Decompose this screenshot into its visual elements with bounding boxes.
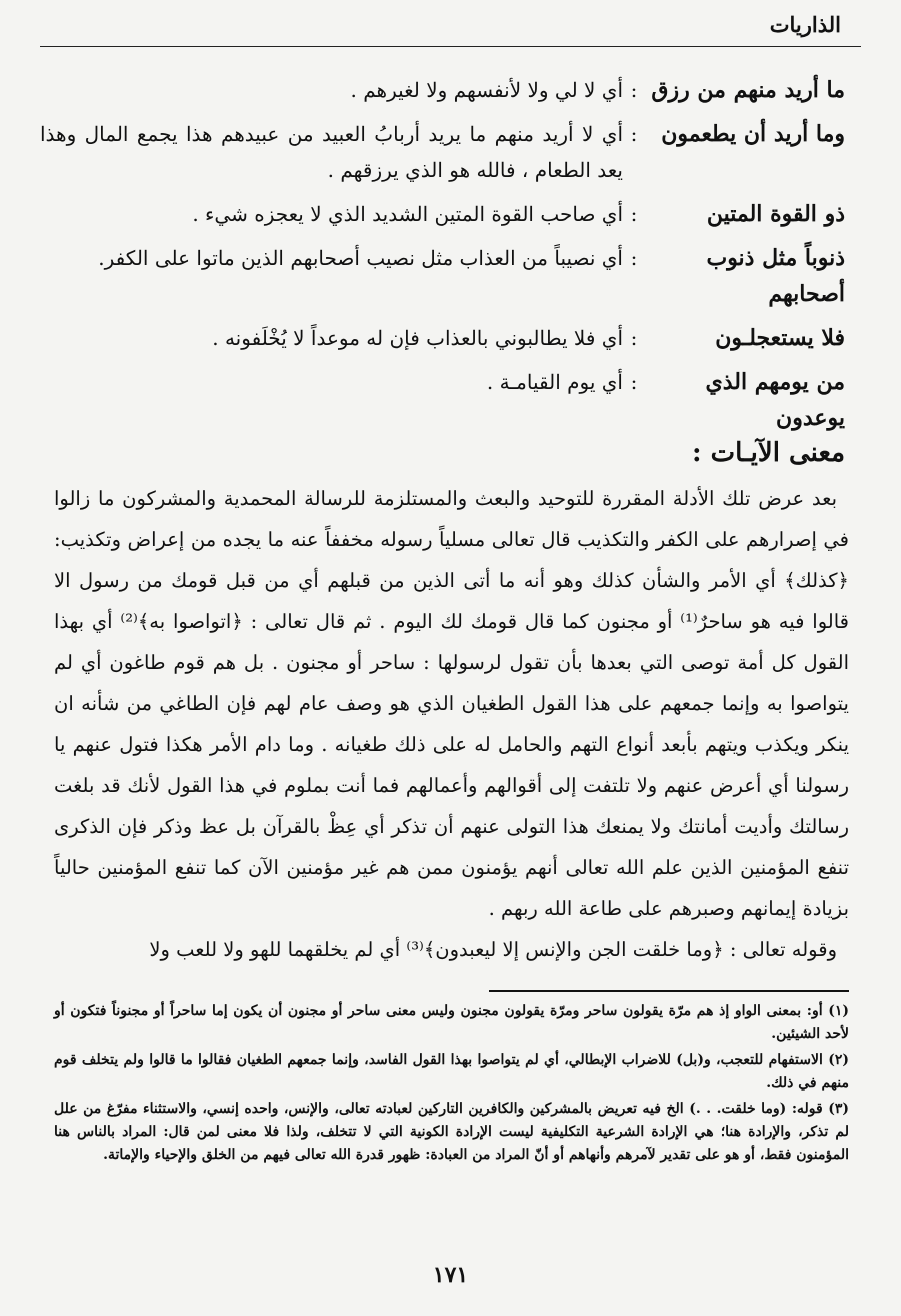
section-title: معنى الآيـات : (692, 438, 845, 468)
body-paragraph: وقوله تعالى : ﴿وما خلقت الجن والإنس إلا ليعبدون﴾⁽³⁾ أي لم يخلقهما للهو ولا للعب ولا (149, 938, 837, 961)
glossary-row: ذو القوة المتين : أي صاحب القوة المتين الشديد الذي لا يعجزه شيء . (40, 196, 845, 232)
glossary-definition: أي نصيباً من العذاب مثل نصيب أصحابهم الذين ماتوا على الكفر. (98, 246, 623, 270)
body-text (54, 478, 849, 970)
footnote-rule (489, 990, 849, 992)
glossary-row: من يومهم الذي يوعدون : أي يوم القيامـة . (40, 364, 845, 436)
glossary-definition: أي فلا يطالبوني بالعذاب فإن له موعداً لا يُخْلَفونه . (212, 326, 623, 350)
glossary-definition: أي لا أريد منهم ما يريد أربابُ العبيد من عبيدهم هذا يجمع المال وهذا يعد الطعام ، فالله هو الذي يرزقهم . (40, 122, 623, 182)
glossary-row: ما أريد منهم من رزق : أي لا لي ولا لأنفسهم ولا لغيرهم . (40, 72, 845, 108)
footnote: (٣) قوله: (وما خلقت. . .) الخ فيه تعريض بالمشركين والكافرين التاركين لعبادته تعالى، والإنس، واحده إنسي، والاستثناء مفرّغ من علل لم تذكر، والإرادة هنا؛ هي الإرادة الشرعية التكليفية ليست الإرادة الكونية التي لا تتخلف، ولذا فلا معنى لمن قال: المراد بالناس هنا المؤمنون فقط، أو هو على تقدير لآمرهم وأنهاهم أو أنّ المراد من العبادة: ظهور قدرة الله تعالى فيهم من الخلق والإحياء والإماتة. (54, 1101, 849, 1163)
glossary-definition: أي يوم القيامـة . (486, 370, 623, 394)
body-paragraph: بعد عرض تلك الأدلة المقررة للتوحيد والبعث والمستلزمة للرسالة المحمدية والمشركون ما زالوا في إصرارهم على الكفر والتكذيب قال تعالى مسلياً رسوله مخففاً عنه ما يجده من إعراض وتكذيب: ﴿كذلك﴾ أي الأمر والشأن كذلك وهو أنه ما أتى الذين من قبلهم أي من قبل قومك من رسول الا قالوا فيه هو ساحرٌ⁽¹⁾ أو مجنون كما قال قومك لك اليوم . ثم قال تعالى : ﴿اتواصوا به﴾⁽²⁾ أي بهذا القول كل أمة توصى التي بعدها بأن تقول لرسولها : ساحر أو مجنون . بل هم قوم طاغون أي لم يتواصوا به وإنما جمعهم على هذا القول الطغيان الذي هو وصف عام لهم فإن الطاغي من شأنه ان ينكر ويكذب ويتهم بأبعد أنواع التهم والحامل له على ذلك طغيانه . وما دام الأمر هكذا فتول عنهم يا رسولنا أي أعرض عنهم ولا تلتفت إلى أقوالهم وأعمالهم فما أنت بملوم في هذا القول لأنك قد بلغت رسالتك وأديت أمانتك ولا يمنعك هذا التولى عنهم أن تذكر أي عِظْ بالقرآن بل عظ وذكر فإن الذكرى تنفع المؤمنين الذين علم الله تعالى أنهم يؤمنون ممن هم غير مؤمنين الآن كما تنفع المؤمنين حالياً بزيادة إيمانهم وصبرهم على طاعة الله ربهم . (54, 487, 849, 920)
glossary-term: ذنوباً مثل ذنوب أصحابهم (706, 245, 845, 307)
footnote: (١) أو: بمعنى الواو إذ هم مرّة يقولون ساحر ومرّة يقولون مجنون وليس معنى ساحر أو مجنون أن يكون إما ساحراً أو مجنوناً فتكون أو لأحد الشيئين. (54, 1003, 849, 1042)
glossary-term: وما أريد أن يطعمون (661, 121, 845, 147)
glossary (40, 72, 845, 444)
glossary-term: من يومهم الذي يوعدون (705, 369, 845, 431)
glossary-term: فلا يستعجلـون (715, 325, 845, 351)
footnotes (54, 1000, 849, 1170)
footnote: (٢) الاستفهام للتعجب، و(بل) للاضراب الإبطالي، أي لم يتواصوا بهذا القول الفاسد، وإنما جمعهم الطغيان فقالوا ما قالوا ولم يتخلف قوم منهم في ذلك. (54, 1052, 849, 1091)
glossary-definition: أي صاحب القوة المتين الشديد الذي لا يعجزه شيء . (192, 202, 623, 226)
page-number: ١٧١ (432, 1262, 469, 1288)
glossary-definition: أي لا لي ولا لأنفسهم ولا لغيرهم . (350, 78, 623, 102)
glossary-row: ذنوباً مثل ذنوب أصحابهم : أي نصيباً من العذاب مثل نصيب أصحابهم الذين ماتوا على الكفر. (40, 240, 845, 312)
running-header: الذاريات (769, 12, 841, 37)
header-rule (40, 46, 861, 47)
glossary-term: ذو القوة المتين (706, 201, 845, 227)
glossary-term: ما أريد منهم من رزق (651, 77, 845, 103)
glossary-row: فلا يستعجلـون : أي فلا يطالبوني بالعذاب فإن له موعداً لا يُخْلَفونه . (40, 320, 845, 356)
glossary-row: وما أريد أن يطعمون : أي لا أريد منهم ما يريد أربابُ العبيد من عبيدهم هذا يجمع المال وهذا يعد الطعام ، فالله هو الذي يرزقهم . (40, 116, 845, 188)
